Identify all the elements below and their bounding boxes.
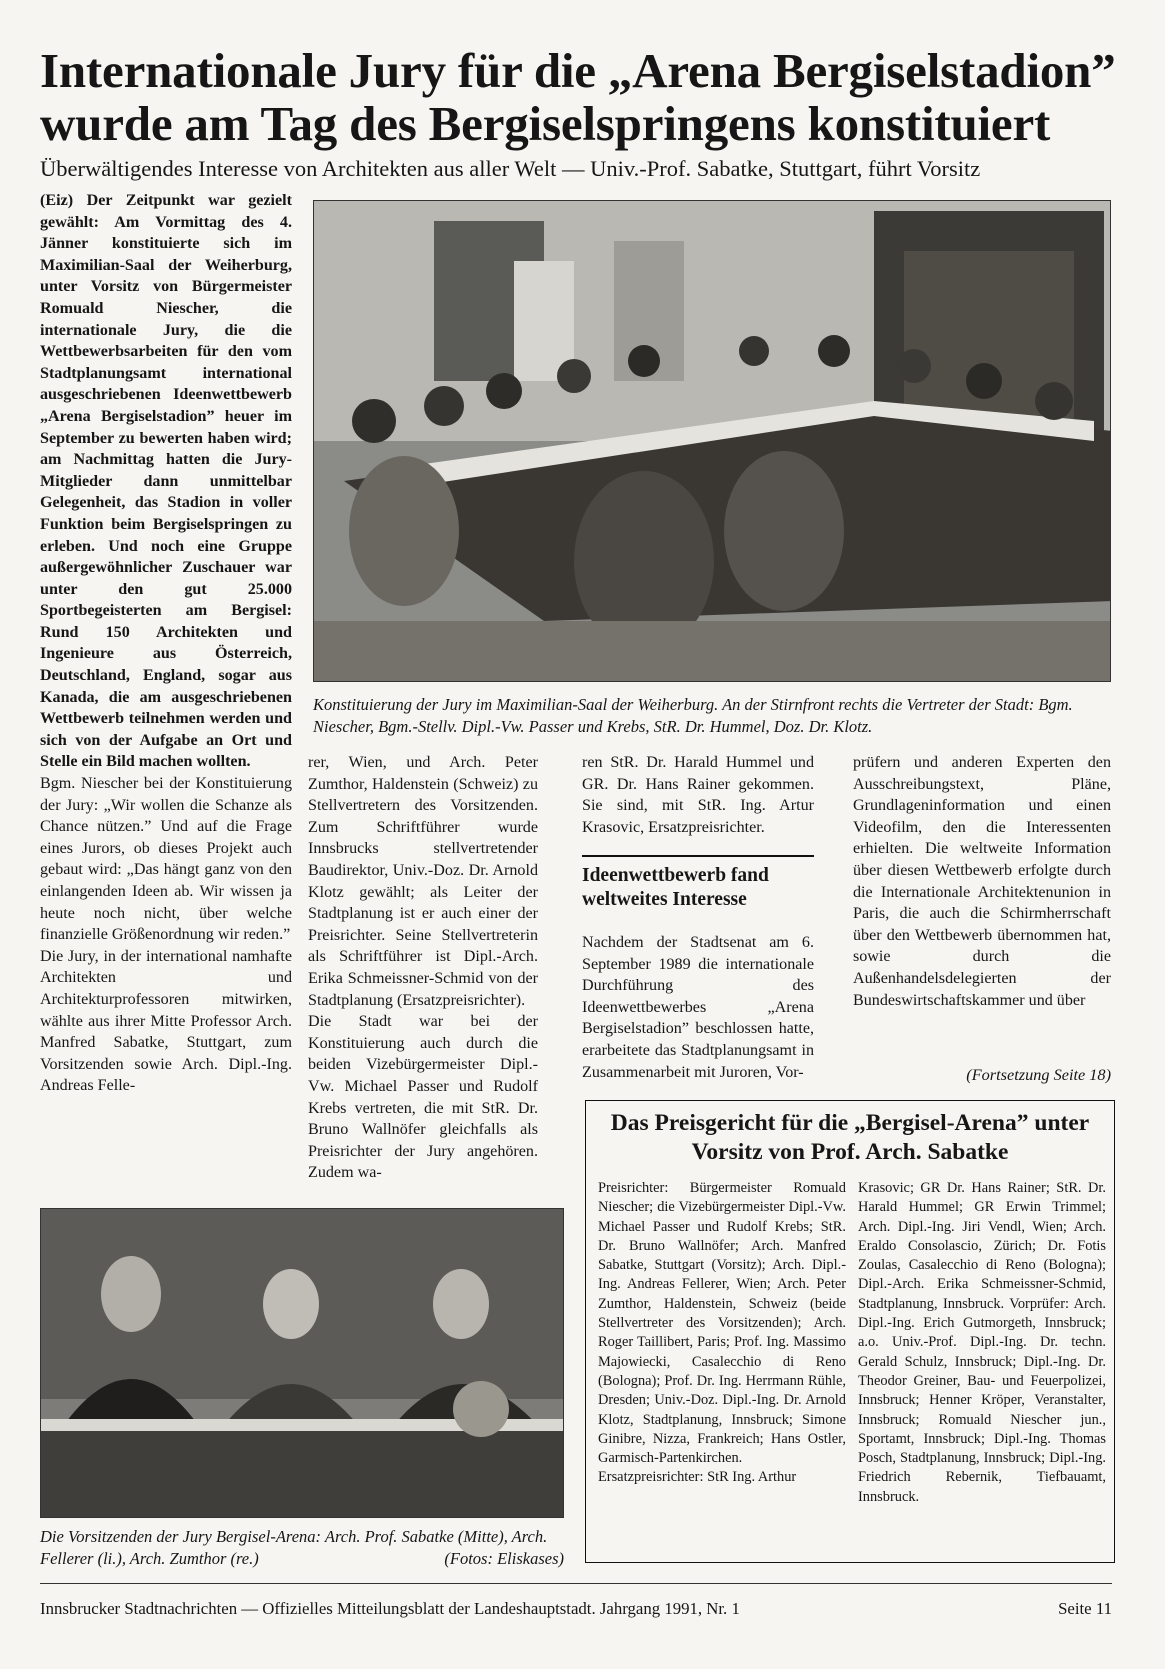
portrait-photo-icon bbox=[41, 1209, 564, 1518]
paragraph: Bgm. Niescher bei der Konstituierung der Jury: „Wir wollen die Schanze als Chance nützen.” Und auf die Frage eines Jurors, ob dieses Projekt auch gebaut wird: „Das hängt ganz von den einlangenden Ideen ab. Wir wissen ja heute noch nicht, über welche finanzielle Größenordnung wir reden.” bbox=[40, 775, 292, 944]
article-column-3 bbox=[582, 752, 814, 838]
caption-text: Die Vorsitzenden der Jury Bergisel-Arena: Arch. Prof. Sabatke (Mitte), Arch. Fellerer (li.), Arch. Zumthor (re.) bbox=[40, 1527, 548, 1568]
article-subtitle: Überwältigendes Interesse von Architekten aus aller Welt — Univ.-Prof. Sabatke, Stuttgart, führt Vorsitz bbox=[40, 156, 981, 181]
paragraph: ren StR. Dr. Harald Hummel und GR. Dr. Hans Rainer gekommen. Sie sind, mit StR. Ing. Artur Krasovic, Ersatzpreisrichter. bbox=[582, 754, 814, 836]
section-heading: Ideenwettbewerb fand weltweites Interesse bbox=[582, 865, 769, 910]
jury-meeting-photo bbox=[313, 200, 1111, 682]
photo-credit: (Fotos: Eliskases) bbox=[444, 1548, 564, 1568]
paragraph: Die Stadt war bei der Konstituierung auch durch die beiden Vizebürgermeister Dipl.-Vw. Michael Passer und Rudolf Krebs vertreten, die mit StR. Dr. Bruno Wallnöfer gleichfalls als Preisrichter der Jury angehören. Zudem wa- bbox=[308, 1013, 538, 1182]
continuation-note: (Fortsetzung Seite 18) bbox=[966, 1065, 1111, 1084]
footer-divider bbox=[40, 1583, 1112, 1584]
article-column-4 bbox=[853, 752, 1111, 1011]
publication-footer: Innsbrucker Stadtnachrichten — Offizielles Mitteilungsblatt der Landeshauptstadt. Jahrgang 1991, Nr. 1 bbox=[40, 1599, 740, 1618]
jury-info-box bbox=[585, 1100, 1115, 1563]
paragraph: Nachdem der Stadtsenat am 6. September 1989 die internationale Durchführung des Ideenwettbewerbes „Arena Bergiselstadion” beschlossen hatte, erarbeitete das Stadtplanungsamt in Zusammenarbeit mit Juroren, Vor- bbox=[582, 934, 814, 1081]
paragraph: Die Jury, in der international namhafte Architekten und Architekturprofessoren mitwirken, wählte aus ihrer Mitte Professor Arch. Manfred Sabatke, Stuttgart, zum Vorsitzenden sowie Arch. Dipl.-Ing. Andreas Felle- bbox=[40, 947, 292, 1095]
article-column-1 bbox=[40, 190, 292, 1097]
photo-caption: Konstituierung der Jury im Maximilian-Saal der Weiherburg. An der Stirnfront rechts die Vertreter der Stadt: Bgm. Niescher, Bgm.-Stellv. Dipl.-Vw. Passer und Krebs, StR. Dr. Hummel, Doz. Dr. Klotz. bbox=[313, 695, 1073, 736]
box-title: Das Preisgericht für die „Bergisel-Arena” unter Vorsitz von Prof. Arch. Sabatke bbox=[610, 1110, 1090, 1165]
box-column-1: Preisrichter: Bürgermeister Romuald Niescher; die Vizebürgermeister Dipl.-Vw. Michael Passer und Rudolf Krebs; StR. Dr. Bruno Wallnöfer; Arch. Manfred Sabatke, Stuttgart (Vorsitz); Arch. Dipl.-Ing. Andreas Fellerer, Wien; Arch. Peter Zumthor, Haldenstein, Schweiz (beide Stellvertreter des Vorsitzenden); Arch. Roger Taillibert, Paris; Prof. Ing. Massimo Majowiecki, Casalecchio di Reno (Bologna); Prof. Dr. Ing. Herrmann Rühle, Dresden; Univ.-Doz. Dipl.-Ing. Dr. Arnold Klotz, Stadtplanung, Innsbruck; Simone Ginibre, Nizza, Frankreich; Hans Ostler, Garmisch-Partenkirchen. Ersatzpreisrichter: StR Ing. Arthur bbox=[598, 1180, 846, 1486]
photo-caption bbox=[40, 1526, 564, 1569]
paragraph: prüfern und anderen Experten den Ausschreibungstext, Pläne, Grundlageninformation und einen Videofilm, den die Interessenten erhielten. Die weltweite Information über diesen Wettbewerb erfolgte durch die Internationale Architektenunion in Paris, die auch die Schirmherrschaft über den Wettbewerb übernommen hat, sowie durch die Außenhandelsdelegierten der Bundeswirtschaftskammer und über bbox=[853, 754, 1111, 1009]
lead-paragraph: (Eiz) Der Zeitpunkt war gezielt gewählt: Am Vormittag des 4. Jänner konstituierte sich im Maximilian-Saal der Weiherburg, unter Vorsitz von Bürgermeister Romuald Niescher, die internationale Jury, die die Wettbewerbsarbeiten für den vom Stadtplanungsamt international ausgeschriebenen Ideenwettbewerb „Arena Bergiselstadion” heuer im September zu bewerten haben wird; am Nachmittag hatten die Jury-Mitglieder dann unmittelbar Gelegenheit, das Stadion in voller Funktion beim Bergiselspringen zu erleben. Und noch eine Gruppe außergewöhnlicher Zuschauer war unter den gut 25.000 Sportbegeisterten am Bergisel: Rund 150 Architekten und Ingenieure aus Österreich, Deutschland, England, sogar aus Kanada, die am ausgeschriebenen Wettbewerb teilnehmen werden und sich von der Aufgabe an Ort und Stelle ein Bild machen wollten. bbox=[40, 192, 292, 771]
meeting-photo-icon bbox=[314, 201, 1111, 682]
paragraph: rer, Wien, und Arch. Peter Zumthor, Haldenstein (Schweiz) zu Stellvertretern des Vorsitzenden. Zum Schriftführer wurde Innsbrucks stellvertretender Baudirektor, Univ.-Doz. Dr. Arnold Klotz gewählt; als Leiter der Stadtplanung ist er auch einer der Preisrichter. Seine Stellvertreterin als Schriftführer ist Dipl.-Arch. Erika Schmeissner-Schmid von der Stadtplanung (Ersatzpreisrichter). bbox=[308, 754, 538, 1009]
section-divider bbox=[582, 855, 814, 857]
article-column-3b bbox=[582, 932, 814, 1083]
article-column-2 bbox=[308, 752, 538, 1184]
article-title: Internationale Jury für die „Arena Bergiselstadion” wurde am Tag des Bergiselspringens konstituiert bbox=[40, 43, 1116, 151]
box-column-2: Krasovic; GR Dr. Hans Rainer; StR. Dr. Harald Hummel; GR Erwin Trimmel; Arch. Dipl.-Ing. Jiri Vendl, Wien; Arch. Eraldo Consolascio, Zürich; Dr. Fotis Zoulas, Casalecchio di Reno (Bologna); Dipl.-Arch. Erika Schmeissner-Schmid, Stadtplanung, Innsbruck. Vorprüfer: Arch. Dipl.-Ing. Erich Gutmorgeth, Innsbruck; a.o. Univ.-Prof. Dipl.-Ing. Dr. techn. Gerald Schulz, Innsbruck; Dipl.-Ing. Dr. Theodor Greiner, Bau- und Feuerpolizei, Innsbruck; Henner Kröper, Veranstalter, Innsbruck; Romuald Niescher jun., Sportamt, Innsbruck; Dipl.-Ing. Thomas Posch, Stadtplanung, Innsbruck; Dipl.-Ing. Friedrich Rebernik, Tiefbauamt, Innsbruck. bbox=[858, 1180, 1106, 1505]
page-number: Seite 11 bbox=[1058, 1599, 1112, 1618]
jury-chairs-photo bbox=[40, 1208, 564, 1518]
